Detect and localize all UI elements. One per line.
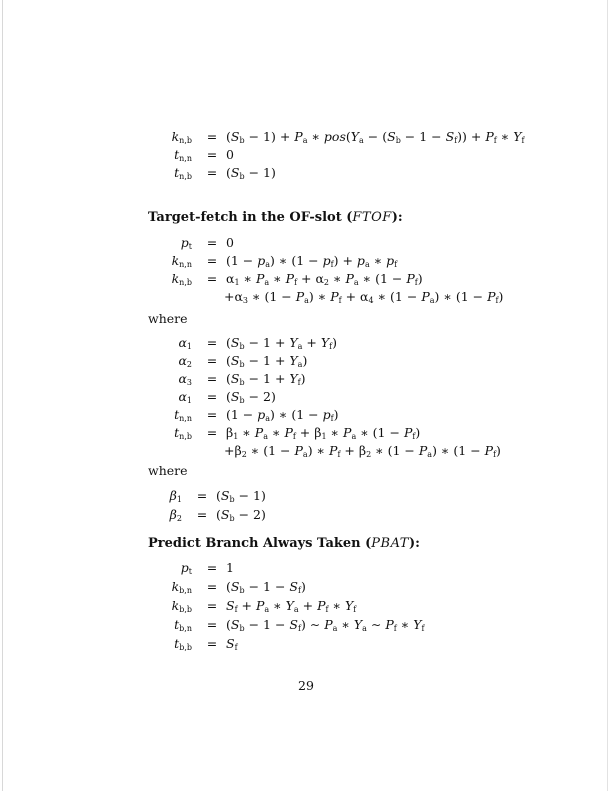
equation-rhs: 1 (226, 560, 234, 575)
equation-rhs: 0 (226, 235, 234, 250)
equation-rhs: $(S_b - 1 + Y_a + Y_f)$ (226, 335, 337, 351)
heading-ftof-text: Target-fetch in the OF-slot ( (148, 210, 353, 225)
equation-rhs: $(1 - p_a)$ ∗ $(1 - p_f)$ (226, 407, 339, 423)
where-label-2: where (148, 463, 188, 478)
equation-lhs: $p_t$ (180, 560, 192, 576)
equation-rhs: 0 (226, 147, 234, 162)
equation-lhs: $t_{n,b}$ (174, 425, 192, 441)
equation-lhs: $t_{b,n}$ (174, 617, 192, 633)
heading-pbat-close: ): (408, 536, 420, 551)
equation-rhs: $(S_b - 1 + Y_a)$ (226, 353, 308, 369)
equation-rhs: $(S_b - 1 - S_f)$ ∼ $P_a$ ∗ $Y_a$ ∼ $P_f$ ∗ $Y_f$ (226, 617, 425, 633)
heading-pbat-acronym: PBAT (371, 536, 409, 551)
where-label-1: where (148, 311, 188, 326)
equation-lhs: $k_{n,b}$ (171, 129, 192, 145)
equals-sign: = (206, 129, 218, 144)
equation-lhs: $k_{b,b}$ (171, 598, 192, 614)
equals-sign: = (206, 147, 218, 162)
equation-rhs: $(S_b - 1 - S_f)$ (226, 579, 306, 595)
equals-sign: = (206, 335, 218, 350)
equation-rhs: $(S_b - 1)$ (216, 488, 266, 504)
heading-pbat-text: Predict Branch Always Taken ( (148, 536, 372, 551)
heading-pbat (148, 535, 420, 553)
equals-sign: = (196, 488, 208, 503)
equation-rhs: $(S_b - 2)$ (226, 389, 276, 405)
equals-sign: = (206, 636, 218, 651)
equation-rhs: $(S_b - 1 + Y_f)$ (226, 371, 306, 387)
equation-rhs: $S_f$ (226, 636, 238, 652)
equation-lhs: $k_{b,n}$ (171, 579, 192, 595)
equals-sign: = (206, 617, 218, 632)
equation-rhs: $(S_b - 1) + P_a$ ∗ $pos(Y_a - (S_b - 1 - S_f)) + P_f$ ∗ $Y_f$ (226, 129, 525, 145)
equals-sign: = (206, 389, 218, 404)
equation-lhs: $\alpha_1$ (178, 389, 192, 405)
equals-sign: = (206, 579, 218, 594)
equation-rhs: $(S_b - 2)$ (216, 507, 266, 523)
equation-lhs: $k_{n,n}$ (171, 253, 192, 269)
equals-sign: = (206, 407, 218, 422)
equation-rhs: $(S_b - 1)$ (226, 165, 276, 181)
equation-lhs: $\beta_1$ (169, 488, 182, 504)
scan-edge-right (607, 0, 608, 791)
equals-sign: = (196, 507, 208, 522)
equals-sign: = (206, 271, 218, 286)
equals-sign: = (206, 425, 218, 440)
scan-edge-left (2, 0, 3, 791)
equals-sign: = (206, 598, 218, 613)
heading-ftof (148, 209, 403, 227)
equals-sign: = (206, 253, 218, 268)
equation-rhs: $S_f + P_a$ ∗ $Y_a + P_f$ ∗ $Y_f$ (226, 598, 357, 614)
equation-lhs: $\alpha_1$ (178, 335, 192, 351)
heading-ftof-close: ): (391, 210, 403, 225)
equals-sign: = (206, 353, 218, 368)
equation-lhs: $\beta_2$ (169, 507, 182, 523)
heading-ftof-acronym: FTOF (352, 210, 392, 225)
page-number: 29 (298, 678, 314, 693)
equation-lhs: $t_{n,n}$ (174, 407, 192, 423)
equation-lhs: $t_{b,b}$ (174, 636, 192, 652)
equation-lhs: $k_{n,b}$ (171, 271, 192, 287)
equation-rhs: $\beta_1$ ∗ $P_a$ ∗ $P_f + \beta_1$ ∗ $P_a$ ∗ $(1 - P_f)$ (226, 425, 421, 441)
equation-rhs: $+\beta_2$ ∗ $(1 - P_a)$ ∗ $P_f + \beta_2$ ∗ $(1 - P_a)$ ∗ $(1 - P_f)$ (224, 443, 501, 459)
equals-sign: = (206, 165, 218, 180)
equals-sign: = (206, 371, 218, 386)
equation-lhs: $p_t$ (180, 235, 192, 251)
equals-sign: = (206, 560, 218, 575)
equation-lhs: $t_{n,b}$ (174, 165, 192, 181)
equation-rhs: $+\alpha_3$ ∗ $(1 - P_a)$ ∗ $P_f + \alpha_4$ ∗ $(1 - P_a)$ ∗ $(1 - P_f)$ (224, 289, 504, 305)
equation-lhs: $\alpha_3$ (178, 371, 192, 387)
equation-lhs: $\alpha_2$ (178, 353, 192, 369)
equation-rhs: $\alpha_1$ ∗ $P_a$ ∗ $P_f + \alpha_2$ ∗ $P_a$ ∗ $(1 - P_f)$ (226, 271, 423, 287)
equation-lhs: $t_{n,n}$ (174, 147, 192, 163)
equation-rhs: $(1 - p_a)$ ∗ $(1 - p_f) + p_a$ ∗ $p_f$ (226, 253, 398, 269)
equals-sign: = (206, 235, 218, 250)
